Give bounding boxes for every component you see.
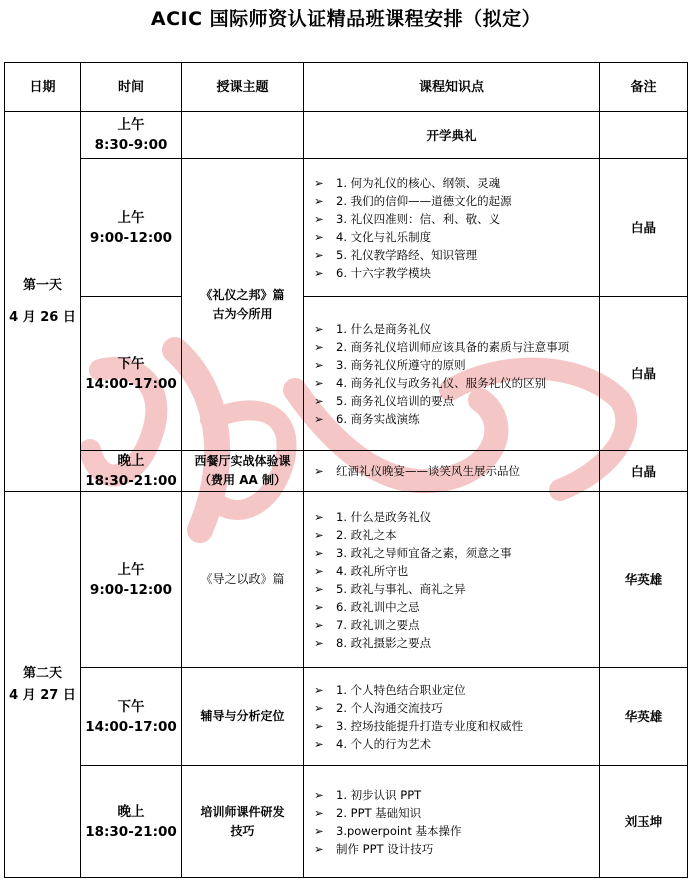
period-label: 上午	[117, 561, 145, 578]
day2-s2-topic-cell	[182, 668, 304, 766]
knowledge-point	[314, 356, 599, 374]
arrow-bullet-icon: ➢	[314, 563, 324, 578]
day2-date: 4 月 27 日	[9, 687, 76, 703]
arrow-bullet-icon: ➢	[314, 464, 324, 478]
knowledge-point-text: 3. 商务礼仪所遵守的原则	[336, 357, 466, 372]
day1-s1-time-cell	[81, 159, 182, 297]
day1-s0-topic-cell	[182, 112, 304, 159]
day1-s3-topic-cell	[182, 451, 304, 492]
day2-s2-time-cell	[81, 668, 182, 766]
knowledge-point	[314, 338, 599, 356]
arrow-bullet-icon: ➢	[314, 509, 324, 524]
knowledge-point-text: 3. 政礼之导师宜备之素，须意之事	[336, 545, 512, 560]
instructor-note: 华英雄	[600, 492, 688, 668]
table-row	[5, 766, 688, 878]
arrow-bullet-icon: ➢	[314, 736, 324, 751]
knowledge-point	[314, 462, 599, 480]
knowledge-point	[314, 822, 599, 840]
knowledge-point-text: 2. 政礼之本	[336, 527, 397, 542]
knowledge-point	[314, 699, 599, 717]
arrow-bullet-icon: ➢	[314, 545, 324, 560]
day1-s3-time-cell	[81, 451, 182, 492]
day1-date: 4 月 26 日	[9, 309, 76, 325]
knowledge-point-text: 1. 何为礼仪的核心、纲领、灵魂	[336, 175, 501, 190]
topic-line: （费用 AA 制）	[199, 473, 286, 487]
knowledge-point	[314, 410, 599, 428]
day1-cell	[5, 112, 81, 492]
topic-line: 辅导与分析定位	[200, 709, 285, 723]
knowledge-points-cell	[304, 297, 600, 451]
knowledge-point-text: 1. 初步认识 PPT	[336, 787, 422, 802]
period-label: 晚上	[117, 453, 145, 469]
arrow-bullet-icon: ➢	[314, 700, 324, 715]
knowledge-point	[314, 717, 599, 735]
time-range: 18:30-21:00	[85, 823, 177, 840]
knowledge-point-text: 3. 控场技能提升打造专业度和权威性	[336, 718, 524, 733]
arrow-bullet-icon: ➢	[314, 787, 324, 802]
knowledge-point-text: 6. 十六字教学模块	[336, 265, 432, 280]
day1-label: 第一天	[22, 277, 62, 293]
knowledge-points-cell	[304, 492, 600, 668]
period-label: 下午	[117, 698, 145, 715]
instructor-note: 白晶	[600, 297, 688, 451]
opening-ceremony: 开学典礼	[304, 112, 600, 159]
arrow-bullet-icon: ➢	[314, 265, 324, 280]
knowledge-point	[314, 228, 599, 246]
knowledge-point	[314, 174, 599, 192]
header-time: 时间	[81, 63, 182, 112]
time-range: 18:30-21:00	[85, 473, 177, 489]
period-label: 下午	[117, 355, 145, 372]
table-row	[5, 112, 688, 159]
instructor-note: 华英雄	[600, 668, 688, 766]
arrow-bullet-icon: ➢	[314, 527, 324, 542]
day2-s3-topic-cell	[182, 766, 304, 878]
arrow-bullet-icon: ➢	[314, 321, 324, 336]
arrow-bullet-icon: ➢	[314, 823, 324, 838]
topic-line: 古为今所用	[212, 306, 273, 321]
arrow-bullet-icon: ➢	[314, 211, 324, 226]
topic-line: 西餐厅实战体验课	[194, 454, 291, 468]
knowledge-point-text: 5. 商务礼仪培训的要点	[336, 393, 455, 408]
knowledge-point-text: 6. 政礼训中之忌	[336, 599, 420, 614]
instructor-note: 白晶	[600, 451, 688, 492]
time-range: 9:00-12:00	[89, 229, 173, 246]
arrow-bullet-icon: ➢	[314, 247, 324, 262]
arrow-bullet-icon: ➢	[314, 339, 324, 354]
arrow-bullet-icon: ➢	[314, 841, 324, 856]
arrow-bullet-icon: ➢	[314, 411, 324, 426]
arrow-bullet-icon: ➢	[314, 599, 324, 614]
arrow-bullet-icon: ➢	[314, 805, 324, 820]
knowledge-point-text: 7. 政礼训之要点	[336, 617, 420, 632]
knowledge-list	[304, 681, 599, 753]
knowledge-list	[304, 174, 599, 282]
header-date: 日期	[5, 63, 81, 112]
knowledge-point-text: 4. 个人的行为艺术	[336, 736, 432, 751]
period-label: 上午	[117, 209, 145, 226]
period-label: 晚上	[117, 803, 145, 820]
topic-line: 培训师课件研发	[200, 804, 285, 819]
knowledge-point-text: 2. 我们的信仰——道德文化的起源	[336, 193, 512, 208]
day2-s3-time-cell	[81, 766, 182, 878]
arrow-bullet-icon: ➢	[314, 393, 324, 408]
knowledge-list	[304, 508, 599, 652]
knowledge-point-text: 红酒礼仪晚宴——谈笑风生展示品位	[336, 464, 520, 478]
knowledge-point-text: 2. PPT 基础知识	[336, 805, 422, 820]
topic-line: 技巧	[230, 823, 255, 838]
knowledge-point	[314, 735, 599, 753]
time-range: 14:00-17:00	[85, 375, 177, 392]
knowledge-point	[314, 320, 599, 338]
day2-s1-topic-cell	[182, 492, 304, 668]
knowledge-point	[314, 526, 599, 544]
knowledge-point	[314, 804, 599, 822]
knowledge-point-text: 1. 什么是政务礼仪	[336, 509, 432, 524]
knowledge-point-text: 5. 礼仪教学路经、知识管理	[336, 247, 478, 262]
arrow-bullet-icon: ➢	[314, 718, 324, 733]
arrow-bullet-icon: ➢	[314, 375, 324, 390]
time-range: 9:00-12:00	[89, 581, 173, 598]
time-range: 14:00-17:00	[85, 718, 177, 735]
table-row	[5, 159, 688, 297]
knowledge-points-cell	[304, 766, 600, 878]
table-row	[5, 451, 688, 492]
knowledge-point	[314, 616, 599, 634]
knowledge-list	[304, 320, 599, 428]
knowledge-point-text: 3. 礼仪四准则：信、利、敬、义	[336, 211, 501, 226]
knowledge-points-cell	[304, 451, 600, 492]
header-row	[5, 63, 688, 112]
day2-cell	[5, 492, 81, 878]
header-note: 备注	[600, 63, 688, 112]
knowledge-point-text: 1. 什么是商务礼仪	[336, 321, 432, 336]
knowledge-point	[314, 374, 599, 392]
arrow-bullet-icon: ➢	[314, 229, 324, 244]
knowledge-point	[314, 681, 599, 699]
knowledge-list	[304, 786, 599, 858]
arrow-bullet-icon: ➢	[314, 581, 324, 596]
topic-line: 《导之以政》篇	[200, 572, 285, 586]
knowledge-point-text: 制作 PPT 设计技巧	[336, 841, 434, 856]
day2-label: 第二天	[22, 665, 62, 681]
instructor-note: 白晶	[600, 159, 688, 297]
day1-s0-note-cell	[600, 112, 688, 159]
knowledge-point	[314, 392, 599, 410]
knowledge-point	[314, 210, 599, 228]
header-topic: 授课主题	[182, 63, 304, 112]
table-row	[5, 492, 688, 668]
knowledge-point	[314, 840, 599, 858]
day1-s2-time-cell	[81, 297, 182, 451]
knowledge-point-text: 3.powerpoint 基本操作	[336, 823, 462, 838]
period-label: 上午	[117, 117, 145, 133]
knowledge-list	[304, 462, 599, 480]
knowledge-points-cell	[304, 668, 600, 766]
day2-s1-time-cell	[81, 492, 182, 668]
knowledge-point	[314, 580, 599, 598]
header-knowledge: 课程知识点	[304, 63, 600, 112]
knowledge-point	[314, 634, 599, 652]
arrow-bullet-icon: ➢	[314, 175, 324, 190]
knowledge-point-text: 2. 商务礼仪培训师应该具备的素质与注意事项	[336, 339, 570, 354]
knowledge-point	[314, 264, 599, 282]
arrow-bullet-icon: ➢	[314, 617, 324, 632]
day1-s0-time-cell	[81, 112, 182, 159]
day1-topic-cell	[182, 159, 304, 451]
knowledge-point-text: 1. 个人特色结合职业定位	[336, 682, 466, 697]
arrow-bullet-icon: ➢	[314, 635, 324, 650]
knowledge-point-text: 4. 政礼所守也	[336, 563, 409, 578]
knowledge-point	[314, 192, 599, 210]
table-row	[5, 668, 688, 766]
arrow-bullet-icon: ➢	[314, 682, 324, 697]
knowledge-point	[314, 786, 599, 804]
knowledge-point-text: 8. 政礼摄影之要点	[336, 635, 432, 650]
knowledge-point-text: 2. 个人沟通交流技巧	[336, 700, 443, 715]
knowledge-point	[314, 508, 599, 526]
page-title: ACIC 国际师资认证精品班课程安排（拟定）	[150, 8, 542, 30]
knowledge-point-text: 5. 政礼与事礼、商礼之异	[336, 581, 466, 596]
knowledge-point-text: 4. 商务礼仪与政务礼仪、服务礼仪的区别	[336, 375, 547, 390]
arrow-bullet-icon: ➢	[314, 193, 324, 208]
knowledge-points-cell	[304, 159, 600, 297]
knowledge-point	[314, 598, 599, 616]
instructor-note: 刘玉坤	[600, 766, 688, 878]
time-range: 8:30-9:00	[94, 137, 168, 153]
table-row	[5, 297, 688, 451]
topic-line: 《礼仪之邦》篇	[200, 287, 285, 302]
arrow-bullet-icon: ➢	[314, 357, 324, 372]
knowledge-point	[314, 544, 599, 562]
knowledge-point-text: 4. 文化与礼乐制度	[336, 229, 432, 244]
knowledge-point	[314, 246, 599, 264]
knowledge-point-text: 6. 商务实战演练	[336, 411, 420, 426]
knowledge-point	[314, 562, 599, 580]
schedule-table	[4, 62, 688, 878]
